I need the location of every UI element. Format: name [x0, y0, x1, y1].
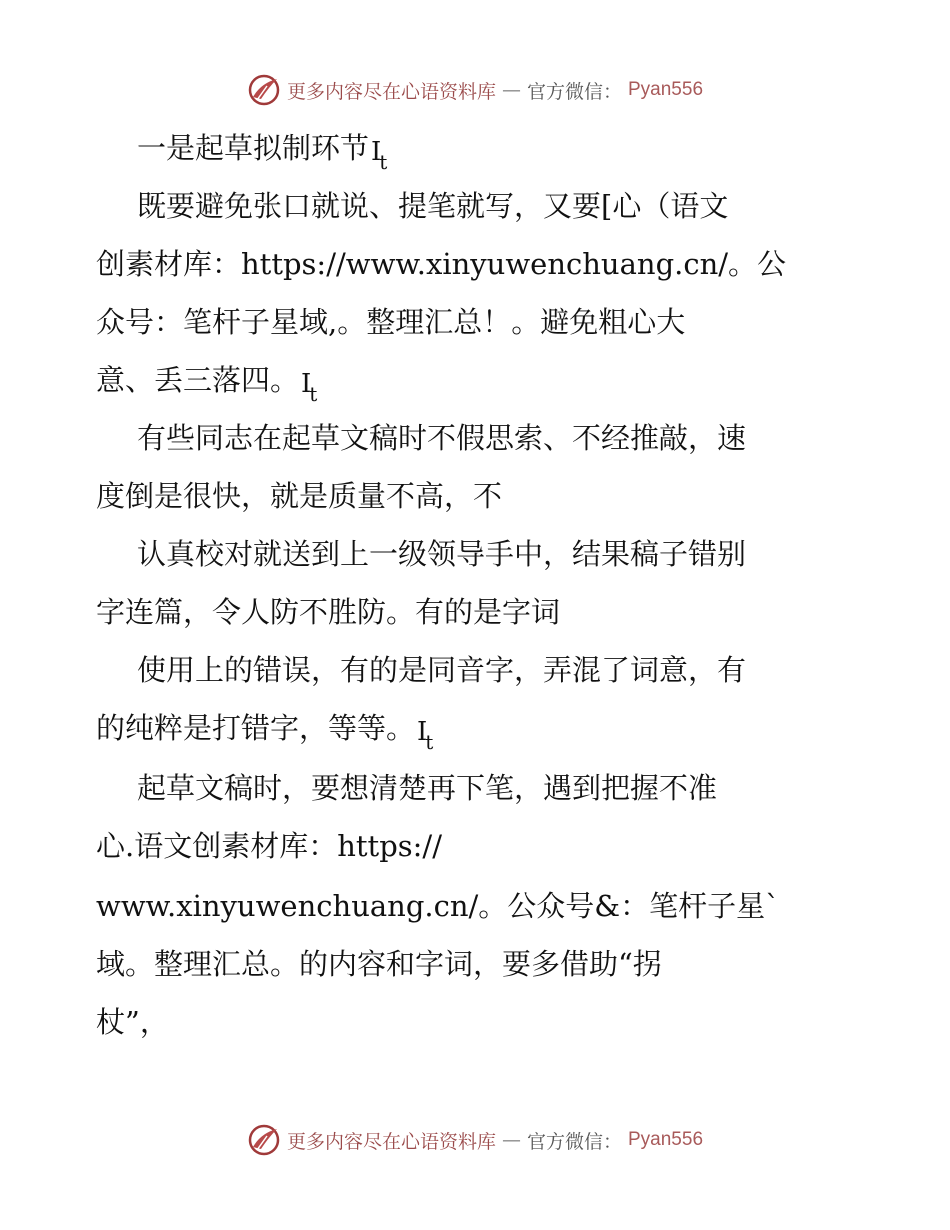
quill-circle-logo-icon [247, 1123, 281, 1157]
footer-wechat-label: 官方微信： [526, 1130, 622, 1153]
paragraph-mark-icon: $I_t$ [371, 137, 388, 174]
text-line-14: www.xinyuwenchuang.cn/。公众号&：笔杆子星` [96, 889, 780, 923]
line-11-text: 的纯粹是打错字，等等。 [96, 711, 416, 745]
text-line-7: 度倒是很快，就是质量不高，不 [96, 479, 503, 513]
text-line-11 [96, 710, 434, 754]
text-line-15: 域。整理汇总。的内容和字词，要多借助“拐 [96, 947, 662, 981]
text-line-3: 创素材库：https://www.xinyuwenchuang.cn/。公 [96, 247, 787, 281]
text-line-6: 有些同志在起草文稿时不假思索、不经推敲，速 [137, 421, 747, 455]
footer-site-name: 更多内容尽在心语资料库 [286, 1130, 496, 1153]
text-line-5 [96, 362, 318, 406]
text-line-4: 众号：笔杆子星域,。整理汇总！。避免粗心大 [96, 305, 686, 339]
line-5-text: 意、丢三落四。 [96, 363, 300, 397]
header-wechat-id: Pyan556 [628, 79, 704, 100]
header-site-name: 更多内容尽在心语资料库 [286, 80, 496, 103]
header-wechat-label: 官方微信： [526, 80, 622, 103]
header-banner [0, 70, 950, 110]
text-line-9: 字连篇，令人防不胜防。有的是字词 [96, 595, 561, 629]
line-1-text: 一是起草拟制环节 [137, 131, 370, 165]
quill-circle-logo-icon [247, 73, 281, 107]
text-line-13: 心.语文创素材库：https:// [96, 829, 442, 863]
text-line-2: 既要避免张口就说、提笔就写，又要[心（语文 [137, 189, 729, 223]
paragraph-mark-icon: $I_t$ [301, 369, 318, 406]
text-line-10: 使用上的错误，有的是同音字，弄混了词意，有 [137, 653, 747, 687]
text-line-12: 起草文稿时，要想清楚再下笔，遇到把握不准 [137, 771, 718, 805]
footer-banner [0, 1120, 950, 1160]
text-line-16: 杖”， [96, 1005, 169, 1039]
footer-separator: — [501, 1129, 521, 1151]
text-line-1 [137, 130, 388, 174]
paragraph-mark-icon: $I_t$ [417, 717, 434, 754]
text-line-8: 认真校对就送到上一级领导手中，结果稿子错别 [137, 537, 747, 571]
footer-wechat-id: Pyan556 [628, 1129, 704, 1150]
header-separator: — [501, 79, 521, 101]
